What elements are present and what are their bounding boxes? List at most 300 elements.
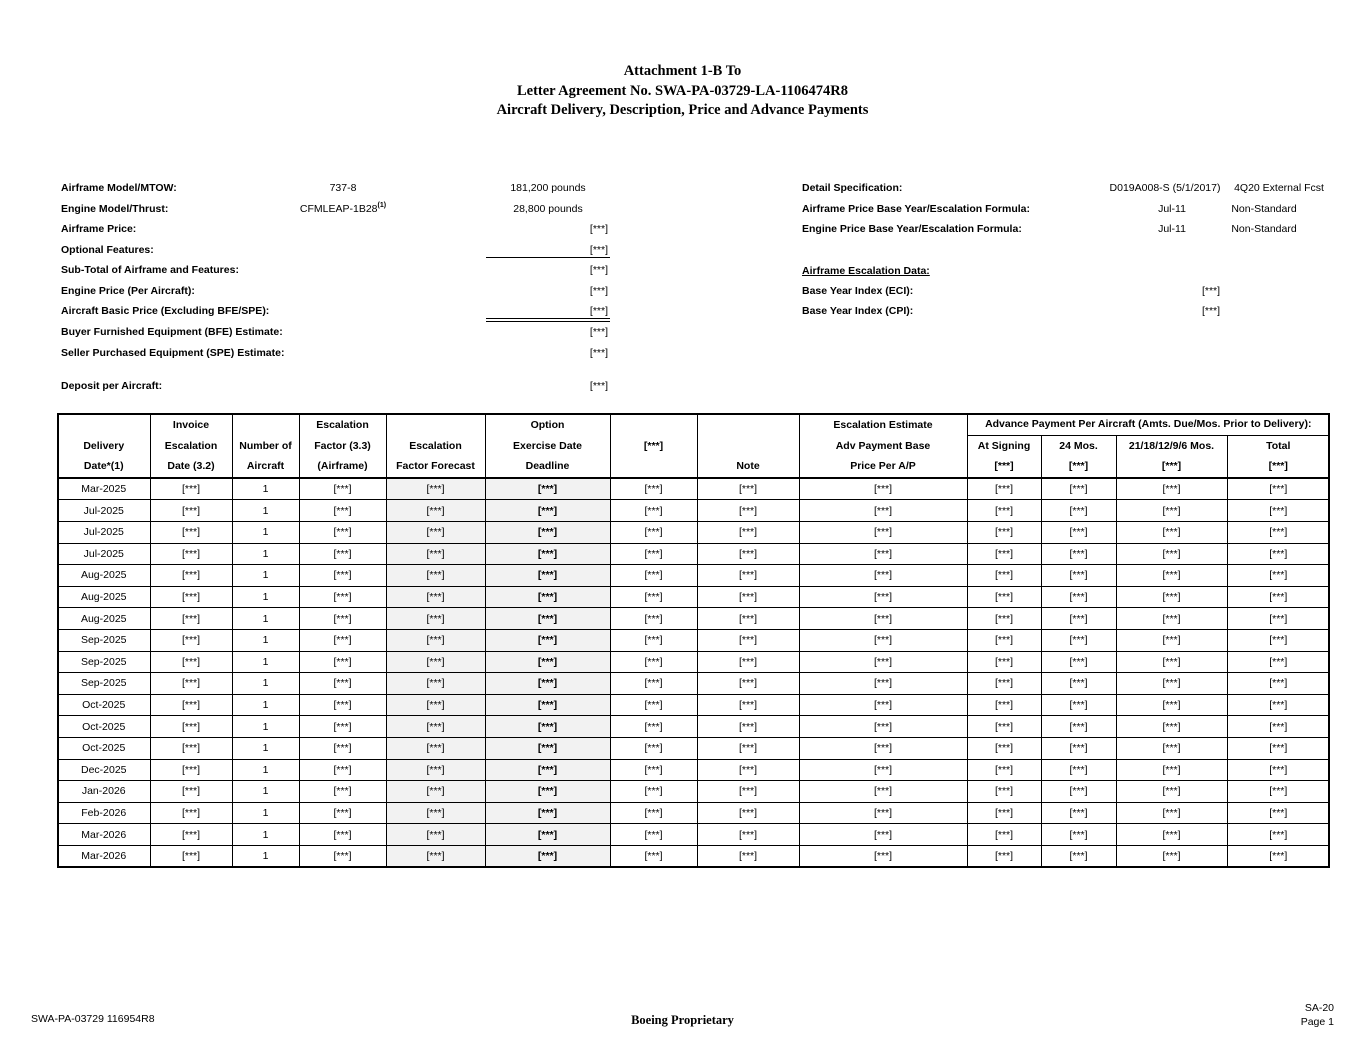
table-cell: 1 xyxy=(232,737,299,759)
table-body xyxy=(58,478,1329,867)
table-cell: 1 xyxy=(232,716,299,738)
document-title-line1: Attachment 1-B To xyxy=(623,63,742,79)
table-cell: [***] xyxy=(485,845,610,867)
table-cell: Jul-2025 xyxy=(58,543,150,565)
table-cell: [***] xyxy=(299,565,386,587)
table-cell: [***] xyxy=(150,478,232,500)
table-cell: [***] xyxy=(697,521,799,543)
table-cell: [***] xyxy=(386,543,485,565)
table-cell: [***] xyxy=(150,565,232,587)
table-cell: [***] xyxy=(799,500,967,522)
table-cell: [***] xyxy=(1227,694,1329,716)
table-cell: Sep-2025 xyxy=(58,651,150,673)
table-cell: [***] xyxy=(967,802,1041,824)
table-cell: Jul-2025 xyxy=(58,521,150,543)
table-cell: [***] xyxy=(697,478,799,500)
table-row xyxy=(58,608,1329,630)
subtotal-label: Sub-Total of Airframe and Features: xyxy=(61,264,239,276)
table-cell: 1 xyxy=(232,673,299,695)
airframe-model-value: 737-8 xyxy=(329,182,357,194)
table-cell: [***] xyxy=(386,673,485,695)
table-cell: [***] xyxy=(1116,845,1227,867)
table-cell: [***] xyxy=(150,759,232,781)
table-cell: [***] xyxy=(967,824,1041,846)
table-cell: [***] xyxy=(697,824,799,846)
table-cell: Mar-2026 xyxy=(58,845,150,867)
table-cell: [***] xyxy=(485,565,610,587)
table-cell: [***] xyxy=(386,608,485,630)
table-cell: [***] xyxy=(386,629,485,651)
table-cell: [***] xyxy=(799,802,967,824)
table-cell: [***] xyxy=(485,629,610,651)
col-number-header-1 xyxy=(232,414,299,435)
col-at-signing-subheader: [***] xyxy=(967,456,1041,478)
basic-price-rule-2 xyxy=(486,321,610,322)
footer-sa-number: SA-20 xyxy=(1304,1002,1334,1014)
table-cell: [***] xyxy=(799,845,967,867)
airframe-mtow-value: 181,200 pounds xyxy=(510,182,586,194)
table-cell: [***] xyxy=(967,737,1041,759)
table-cell: Mar-2026 xyxy=(58,824,150,846)
table-cell: 1 xyxy=(232,824,299,846)
col-redacted-header-3 xyxy=(610,456,697,478)
airframe-formula: Non-Standard xyxy=(1231,203,1297,215)
table-cell: [***] xyxy=(697,500,799,522)
table-cell: [***] xyxy=(610,608,697,630)
table-cell: [***] xyxy=(1116,629,1227,651)
col-delivery-header-2: Delivery xyxy=(83,439,125,452)
engine-formula: Non-Standard xyxy=(1231,223,1297,235)
table-cell: [***] xyxy=(967,716,1041,738)
table-row xyxy=(58,543,1329,565)
table-cell: [***] xyxy=(1116,716,1227,738)
table-cell: [***] xyxy=(150,608,232,630)
table-cell: [***] xyxy=(386,694,485,716)
table-cell: [***] xyxy=(1041,629,1116,651)
table-row xyxy=(58,565,1329,587)
table-cell: [***] xyxy=(1116,651,1227,673)
table-cell: [***] xyxy=(1227,781,1329,803)
table-cell: [***] xyxy=(610,694,697,716)
table-cell: [***] xyxy=(299,716,386,738)
col-factor-header-3: (Airframe) xyxy=(299,456,386,478)
col-number-header-3: Aircraft xyxy=(232,456,299,478)
eci-value: [***] xyxy=(1201,285,1221,297)
table-cell: [***] xyxy=(485,586,610,608)
basic-price-value: [***] xyxy=(589,305,608,317)
table-cell: [***] xyxy=(610,759,697,781)
table-cell: [***] xyxy=(299,694,386,716)
basic-price-rule-1 xyxy=(486,318,610,319)
col-redacted-header-1 xyxy=(610,414,697,435)
table-cell: [***] xyxy=(386,759,485,781)
table-cell: [***] xyxy=(967,651,1041,673)
table-cell: [***] xyxy=(150,824,232,846)
cpi-value: [***] xyxy=(1201,305,1221,317)
spe-label: Seller Purchased Equipment (SPE) Estimate: xyxy=(61,347,285,359)
airframe-base-label: Airframe Price Base Year/Escalation Formula: xyxy=(802,203,1030,215)
table-cell: 1 xyxy=(232,802,299,824)
table-cell: [***] xyxy=(799,737,967,759)
table-cell: [***] xyxy=(967,478,1041,500)
footer-page-number: Page 1 xyxy=(1300,1016,1334,1028)
table-cell: [***] xyxy=(610,824,697,846)
table-cell: [***] xyxy=(150,737,232,759)
col-21-18-12-9-6-mos-subheader: [***] xyxy=(1116,456,1227,478)
table-row xyxy=(58,802,1329,824)
table-cell: [***] xyxy=(299,500,386,522)
table-cell: Mar-2025 xyxy=(58,478,150,500)
table-cell: [***] xyxy=(697,845,799,867)
engine-price-label: Engine Price (Per Aircraft): xyxy=(61,285,195,297)
deposit-label: Deposit per Aircraft: xyxy=(61,380,163,392)
table-cell: [***] xyxy=(299,781,386,803)
col-24-mos-subheader: [***] xyxy=(1041,456,1116,478)
table-row xyxy=(58,651,1329,673)
table-cell: 1 xyxy=(232,586,299,608)
table-cell: [***] xyxy=(1041,521,1116,543)
table-cell: [***] xyxy=(386,845,485,867)
table-cell: [***] xyxy=(1116,781,1227,803)
footer-page-info xyxy=(1301,1001,1334,1029)
table-cell: [***] xyxy=(1041,500,1116,522)
table-cell: [***] xyxy=(799,716,967,738)
table-cell: [***] xyxy=(1227,845,1329,867)
table-cell: [***] xyxy=(1116,608,1227,630)
table-row xyxy=(58,759,1329,781)
table-cell: [***] xyxy=(1041,845,1116,867)
col-factor-header-1: Escalation xyxy=(299,414,386,435)
table-row xyxy=(58,845,1329,867)
table-cell: Aug-2025 xyxy=(58,608,150,630)
table-cell: [***] xyxy=(610,500,697,522)
table-cell: 1 xyxy=(232,781,299,803)
table-cell: [***] xyxy=(386,651,485,673)
table-cell: [***] xyxy=(485,543,610,565)
col-estimate-header-2: Adv Payment Base xyxy=(799,435,967,456)
table-cell: [***] xyxy=(967,845,1041,867)
table-cell: [***] xyxy=(1041,694,1116,716)
table-cell: [***] xyxy=(1041,716,1116,738)
table-cell: 1 xyxy=(232,478,299,500)
table-cell: [***] xyxy=(150,500,232,522)
table-cell: [***] xyxy=(485,651,610,673)
col-forecast-header-2: Escalation xyxy=(386,435,485,456)
table-cell: 1 xyxy=(232,500,299,522)
engine-model-value: CFMLEAP-1B28$^{(1)}$ xyxy=(299,201,387,215)
advance-payment-group-header: Advance Payment Per Aircraft (Amts. Due/Mos. Prior to Delivery): xyxy=(967,414,1329,435)
col-option-header-2: Exercise Date xyxy=(485,435,610,456)
table-cell: [***] xyxy=(299,651,386,673)
table-cell: Feb-2026 xyxy=(58,802,150,824)
table-cell: [***] xyxy=(299,824,386,846)
table-row xyxy=(58,716,1329,738)
col-invoice-header-2: Escalation xyxy=(150,435,232,456)
table-cell: [***] xyxy=(967,521,1041,543)
table-cell: [***] xyxy=(610,673,697,695)
table-cell: Oct-2025 xyxy=(58,737,150,759)
table-cell: Jan-2026 xyxy=(58,781,150,803)
table-cell: [***] xyxy=(299,608,386,630)
table-cell: Aug-2025 xyxy=(58,565,150,587)
table-cell: [***] xyxy=(1227,543,1329,565)
table-cell: [***] xyxy=(1227,521,1329,543)
table-cell: [***] xyxy=(799,694,967,716)
table-row xyxy=(58,586,1329,608)
table-cell: [***] xyxy=(967,500,1041,522)
col-note-header-3: Note xyxy=(697,456,799,478)
table-row xyxy=(58,673,1329,695)
table-cell: [***] xyxy=(799,673,967,695)
table-cell: [***] xyxy=(1227,565,1329,587)
table-cell: [***] xyxy=(967,673,1041,695)
table-cell: [***] xyxy=(150,629,232,651)
table-cell: [***] xyxy=(967,759,1041,781)
table-cell: Sep-2025 xyxy=(58,673,150,695)
engine-base-year: Jul-11 xyxy=(1158,223,1186,235)
table-cell: [***] xyxy=(697,586,799,608)
col-option-header-1: Option xyxy=(485,414,610,435)
table-cell: [***] xyxy=(1227,586,1329,608)
table-cell: [***] xyxy=(1116,673,1227,695)
table-cell: [***] xyxy=(697,802,799,824)
table-cell: [***] xyxy=(299,478,386,500)
table-cell: [***] xyxy=(1116,737,1227,759)
table-cell: 1 xyxy=(232,521,299,543)
col-invoice-header-3: Date (3.2) xyxy=(150,456,232,478)
escalation-data-heading: Airframe Escalation Data: xyxy=(802,265,930,277)
table-cell: [***] xyxy=(610,521,697,543)
table-row xyxy=(58,500,1329,522)
table-cell: [***] xyxy=(610,781,697,803)
table-cell: [***] xyxy=(485,737,610,759)
table-cell: [***] xyxy=(1227,824,1329,846)
table-cell: [***] xyxy=(485,759,610,781)
table-cell: [***] xyxy=(150,781,232,803)
col-estimate-header-1: Escalation Estimate xyxy=(799,414,967,435)
table-cell: [***] xyxy=(150,694,232,716)
table-cell: [***] xyxy=(386,802,485,824)
table-cell: [***] xyxy=(1116,824,1227,846)
table-cell: [***] xyxy=(485,781,610,803)
table-cell: [***] xyxy=(1041,673,1116,695)
col-estimate-header-3: Price Per A/P xyxy=(799,456,967,478)
delivery-schedule-table xyxy=(58,414,1329,867)
table-row xyxy=(58,629,1329,651)
table-cell: [***] xyxy=(799,781,967,803)
table-cell: [***] xyxy=(1116,521,1227,543)
table-cell: 1 xyxy=(232,629,299,651)
document-title-line2: Letter Agreement No. SWA-PA-03729-LA-1106474R8 xyxy=(516,82,849,99)
table-cell: [***] xyxy=(485,824,610,846)
spe-value: [***] xyxy=(589,347,608,359)
footer-document-id: SWA-PA-03729 116954R8 xyxy=(31,1013,155,1025)
table-cell: 1 xyxy=(232,694,299,716)
table-cell: 1 xyxy=(232,845,299,867)
basic-price-label: Aircraft Basic Price (Excluding BFE/SPE): xyxy=(61,305,270,317)
table-cell: [***] xyxy=(697,543,799,565)
cpi-label: Base Year Index (CPI): xyxy=(802,305,914,317)
table-cell: [***] xyxy=(485,608,610,630)
table-cell: [***] xyxy=(1041,586,1116,608)
table-cell: [***] xyxy=(1116,565,1227,587)
table-cell: [***] xyxy=(799,565,967,587)
table-cell: [***] xyxy=(386,716,485,738)
table-cell: [***] xyxy=(697,565,799,587)
table-cell: [***] xyxy=(386,586,485,608)
table-row xyxy=(58,478,1329,500)
table-cell: [***] xyxy=(386,500,485,522)
col-forecast-header-3: Factor Forecast xyxy=(386,456,485,478)
table-cell: [***] xyxy=(610,543,697,565)
table-cell: [***] xyxy=(1227,651,1329,673)
table-cell: [***] xyxy=(299,673,386,695)
deposit-value: [***] xyxy=(589,380,608,392)
table-cell: [***] xyxy=(610,586,697,608)
table-cell: [***] xyxy=(299,586,386,608)
col-24-mos-header: 24 Mos. xyxy=(1041,435,1116,456)
engine-model-label: Engine Model/Thrust: xyxy=(61,203,169,215)
table-cell: [***] xyxy=(697,694,799,716)
table-cell: [***] xyxy=(1227,673,1329,695)
table-cell: [***] xyxy=(799,521,967,543)
engine-thrust-value: 28,800 pounds xyxy=(513,203,583,215)
table-cell: [***] xyxy=(1041,737,1116,759)
col-invoice-header-1: Invoice xyxy=(150,414,232,435)
table-cell: [***] xyxy=(1041,802,1116,824)
col-option-header-3: Deadline xyxy=(485,456,610,478)
table-cell: [***] xyxy=(967,781,1041,803)
col-total-header: Total xyxy=(1227,435,1329,456)
table-cell: [***] xyxy=(150,651,232,673)
table-cell: [***] xyxy=(386,521,485,543)
col-total-subheader: [***] xyxy=(1227,456,1329,478)
table-row xyxy=(58,824,1329,846)
table-cell: 1 xyxy=(232,651,299,673)
engine-base-label: Engine Price Base Year/Escalation Formula: xyxy=(802,223,1022,235)
table-cell: [***] xyxy=(697,759,799,781)
eci-label: Base Year Index (ECI): xyxy=(802,285,914,297)
table-cell: [***] xyxy=(1227,478,1329,500)
table-cell: [***] xyxy=(610,737,697,759)
col-21-18-12-9-6-mos-header: 21/18/12/9/6 Mos. xyxy=(1116,435,1227,456)
airframe-model-label: Airframe Model/MTOW: xyxy=(61,182,177,194)
table-row xyxy=(58,781,1329,803)
table-cell: [***] xyxy=(485,802,610,824)
table-cell: [***] xyxy=(299,802,386,824)
table-cell: [***] xyxy=(799,478,967,500)
table-cell: [***] xyxy=(1116,478,1227,500)
table-cell: 1 xyxy=(232,608,299,630)
table-cell: [***] xyxy=(1227,759,1329,781)
table-cell: [***] xyxy=(610,651,697,673)
table-cell: [***] xyxy=(1116,694,1227,716)
table-cell: [***] xyxy=(799,629,967,651)
table-cell: [***] xyxy=(1041,759,1116,781)
table-cell: [***] xyxy=(150,673,232,695)
table-cell: [***] xyxy=(386,824,485,846)
table-cell: [***] xyxy=(485,673,610,695)
table-header xyxy=(58,414,1329,478)
table-cell: [***] xyxy=(967,565,1041,587)
col-redacted-header-2: [***] xyxy=(610,435,697,456)
engine-price-value: [***] xyxy=(589,285,608,297)
table-cell: [***] xyxy=(1116,759,1227,781)
table-cell: [***] xyxy=(967,543,1041,565)
table-cell: [***] xyxy=(1227,802,1329,824)
table-row xyxy=(58,521,1329,543)
col-forecast-header-1 xyxy=(386,414,485,435)
table-cell: [***] xyxy=(799,543,967,565)
table-cell: [***] xyxy=(697,651,799,673)
table-cell: [***] xyxy=(386,781,485,803)
col-factor-header-2: Factor (3.3) xyxy=(299,435,386,456)
table-cell: [***] xyxy=(967,694,1041,716)
optional-features-label: Optional Features: xyxy=(61,244,154,256)
table-cell: [***] xyxy=(485,521,610,543)
subtotal-rule xyxy=(486,257,610,258)
table-cell: [***] xyxy=(799,586,967,608)
table-cell: [***] xyxy=(610,478,697,500)
table-cell: [***] xyxy=(799,608,967,630)
table-row xyxy=(58,694,1329,716)
table-cell: [***] xyxy=(697,716,799,738)
table-cell: [***] xyxy=(1227,608,1329,630)
table-cell: [***] xyxy=(299,737,386,759)
table-cell: [***] xyxy=(610,802,697,824)
table-cell: [***] xyxy=(799,759,967,781)
table-cell: [***] xyxy=(150,802,232,824)
table-cell: [***] xyxy=(1041,824,1116,846)
optional-features-value: [***] xyxy=(589,244,608,256)
table-cell: [***] xyxy=(299,759,386,781)
table-cell: [***] xyxy=(610,565,697,587)
airframe-base-year: Jul-11 xyxy=(1158,203,1186,215)
col-at-signing-header: At Signing xyxy=(967,435,1041,456)
table-cell: [***] xyxy=(1041,781,1116,803)
footer-proprietary: Boeing Proprietary xyxy=(631,1013,734,1027)
table-cell: [***] xyxy=(697,737,799,759)
table-cell: [***] xyxy=(386,478,485,500)
table-cell: [***] xyxy=(967,608,1041,630)
table-cell: Oct-2025 xyxy=(58,694,150,716)
col-note-header-1 xyxy=(697,414,799,435)
table-cell: [***] xyxy=(697,608,799,630)
detail-spec-forecast: 4Q20 External Fcst xyxy=(1234,182,1324,194)
table-cell: Jul-2025 xyxy=(58,500,150,522)
table-cell: [***] xyxy=(299,521,386,543)
table-cell: [***] xyxy=(610,716,697,738)
table-cell: [***] xyxy=(697,673,799,695)
table-cell: [***] xyxy=(150,586,232,608)
table-cell: [***] xyxy=(1041,565,1116,587)
table-cell: [***] xyxy=(1116,802,1227,824)
table-cell: [***] xyxy=(1116,500,1227,522)
table-cell: [***] xyxy=(799,824,967,846)
subtotal-value: [***] xyxy=(589,264,608,276)
table-cell: [***] xyxy=(1041,651,1116,673)
table-cell: Oct-2025 xyxy=(58,716,150,738)
table-cell: [***] xyxy=(967,629,1041,651)
col-number-header-2: Number of xyxy=(232,435,299,456)
table-cell: 1 xyxy=(232,543,299,565)
table-cell: [***] xyxy=(1041,478,1116,500)
col-note-header-2 xyxy=(697,435,799,456)
col-delivery-header-3: Date*(1) xyxy=(58,456,150,478)
table-cell: [***] xyxy=(697,629,799,651)
table-cell: [***] xyxy=(150,543,232,565)
table-cell: [***] xyxy=(299,629,386,651)
